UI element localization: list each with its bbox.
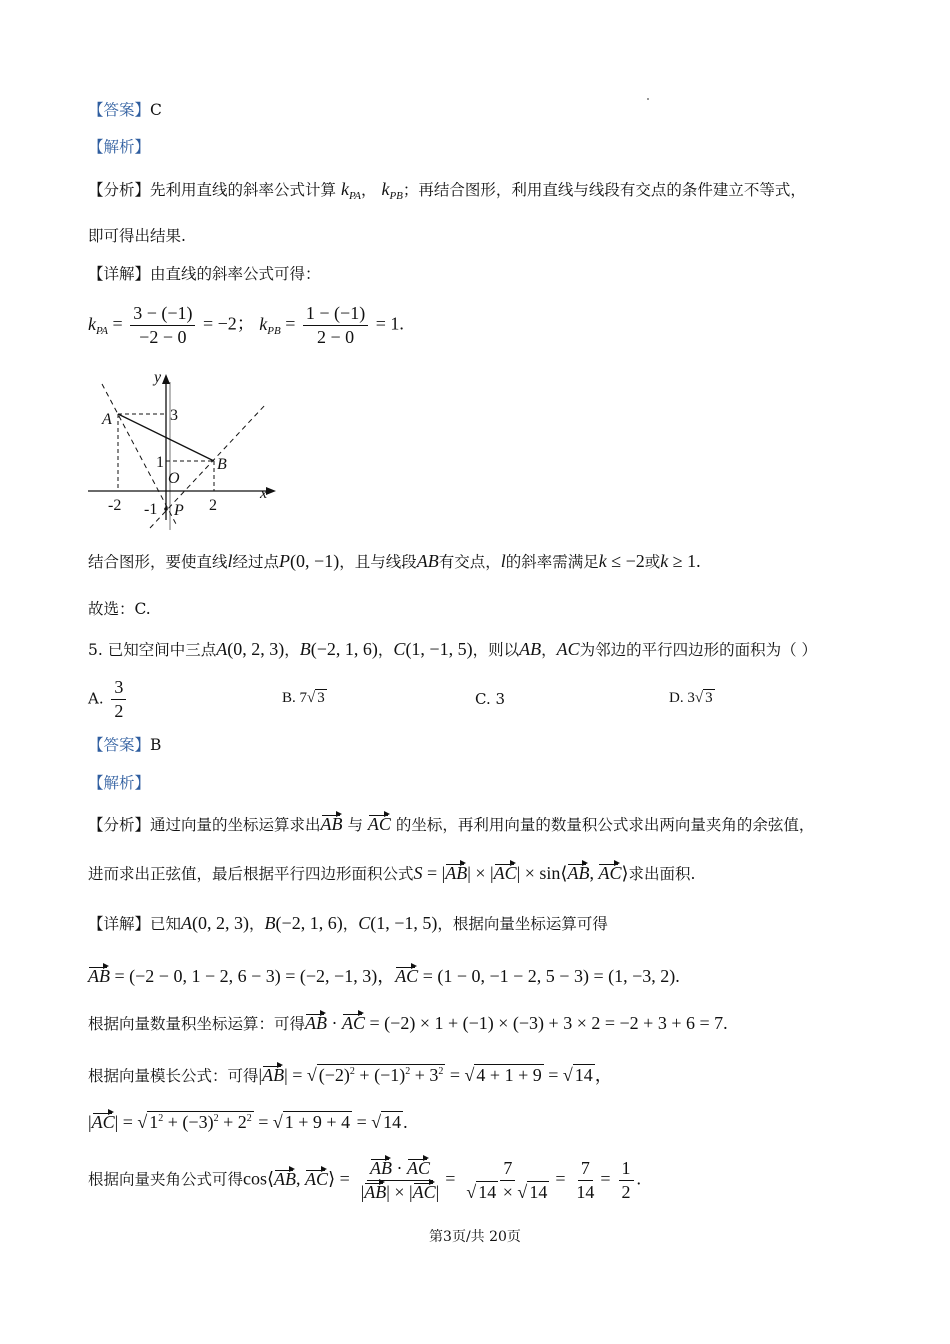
answer-label: 【答案】: [88, 101, 151, 119]
tick-neg2: -2: [108, 497, 122, 514]
modulus-ac: |AC| = √ $1^2 + (-3)^2 + 2^2$ = √ 1 + 9 + 4 = √ 14 .: [88, 1112, 408, 1132]
formula-kpa: $k_{PA}$: [340, 179, 361, 202]
q5-answer: 【答案】B: [88, 736, 162, 754]
tick-3: 3: [170, 407, 178, 424]
modulus-ab: 根据向量模长公式：可得|AB| = √ $(-2)^2 + (-1)^2 + 3^2$ = √ 4 + 1 + 9 = √ 14 ，: [88, 1065, 613, 1085]
option-c: C. 3: [475, 690, 506, 708]
x-axis-arrow: [266, 487, 276, 495]
dot-product: 根据向量数量积坐标运算：可得AB · AC = (−2) × 1 + (−1) × (−3) + 3 × 2 = −2 + 3 + 6 = 7.: [88, 1013, 728, 1033]
fenxi-text: 先利用直线的斜率公式计算: [150, 181, 337, 199]
y-label: y: [154, 372, 162, 386]
point-b-label: B: [217, 456, 227, 473]
tick-2: 2: [209, 497, 217, 514]
point-p-label: P: [174, 502, 184, 519]
point-p: [164, 507, 168, 511]
page-footer: 第3页/共 20页: [429, 1229, 521, 1245]
stray-dot: [647, 98, 649, 100]
tick-neg1: -1: [144, 501, 158, 518]
q5-detail: 【详解】已知A(0, 2, 3)，B(−2, 1, 6)，C(1, −1, 5)，根据向量坐标运算可得: [88, 913, 608, 933]
point-a-label: A: [102, 411, 112, 428]
q4-fenxi: 【分析】先利用直线的斜率公式计算 $k_{PA}$， $k_{PB}$；再结合图形，利用直线与线段有交点的条件建立不等式，: [88, 179, 806, 202]
slope-formulas: $k_{PA}$ = $\frac{3 - (-1)}{-2 - 0}$ = −2； $k_{PB}$ = $\frac{1 - (-1)}{2 - 0}$ = 1.: [88, 303, 404, 347]
q5-stem: 5. 已知空间中三点A(0, 2, 3)，B(−2, 1, 6)，C(1, −1, 5)，则以AB，AC为邻边的平行四边形的面积为（ ）: [88, 639, 818, 659]
q5-fenxi-cont: 进而求出正弦值，最后根据平行四边形面积公式S = |AB| × |AC| × sin⟨AB, AC⟩求出面积.: [88, 863, 696, 883]
tick-1: 1: [156, 454, 164, 471]
x-label: x: [260, 485, 268, 502]
q4-conclusion: 结合图形，要使直线l经过点P(0, −1)，且与线段AB有交点，l的斜率需满足k ≤ −2或k ≥ 1.: [88, 551, 701, 571]
detail-text: 由直线的斜率公式可得：: [150, 265, 321, 283]
q4-detail: [88, 262, 321, 284]
q5-analysis-label: 【解析】: [88, 774, 151, 792]
q4-answer: [88, 98, 162, 120]
q4-analysis-label: 【解析】: [88, 138, 151, 156]
fenxi-text: ；再结合图形，利用直线与线段有交点的条件建立不等式，: [402, 181, 806, 199]
answer-value: C: [150, 101, 162, 119]
option-b: B. 7√ 3: [282, 690, 325, 706]
vector-calc: AB = (−2 − 0, 1 − 2, 6 − 3) = (−2, −1, 3)，AC = (1 − 0, −1 − 2, 5 − 3) = (1, −3, 2).: [88, 966, 680, 986]
y-axis-arrow: [162, 374, 170, 384]
q4-fenxi-cont: 即可得出结果.: [88, 227, 186, 245]
formula-kpb: $k_{PB}$: [381, 179, 403, 202]
fenxi-label: 【分析】: [88, 181, 151, 199]
option-a: A. $\frac{3}{2}$: [88, 677, 129, 722]
q5-fenxi: 【分析】通过向量的坐标运算求出AB 与 AC 的坐标，再利用向量的数量积公式求出两向量夹角的余弦值，: [88, 814, 815, 834]
option-d: D. 3√ 3: [669, 690, 713, 706]
origin-label: O: [168, 470, 180, 487]
q4-choice: 故选：C.: [88, 600, 151, 618]
detail-label: 【详解】: [88, 265, 151, 283]
slope-graph: [88, 372, 288, 532]
cosine-formula: 根据向量夹角公式可得cos⟨AB, AC⟩ = $\frac{AB \cdot AC}{|AB| \times |AC|}$ = $\frac{7}{√ 14 \times √ 14}$ = $\frac{7}{14}$ = $\frac{1}{2}$ .: [88, 1158, 641, 1202]
